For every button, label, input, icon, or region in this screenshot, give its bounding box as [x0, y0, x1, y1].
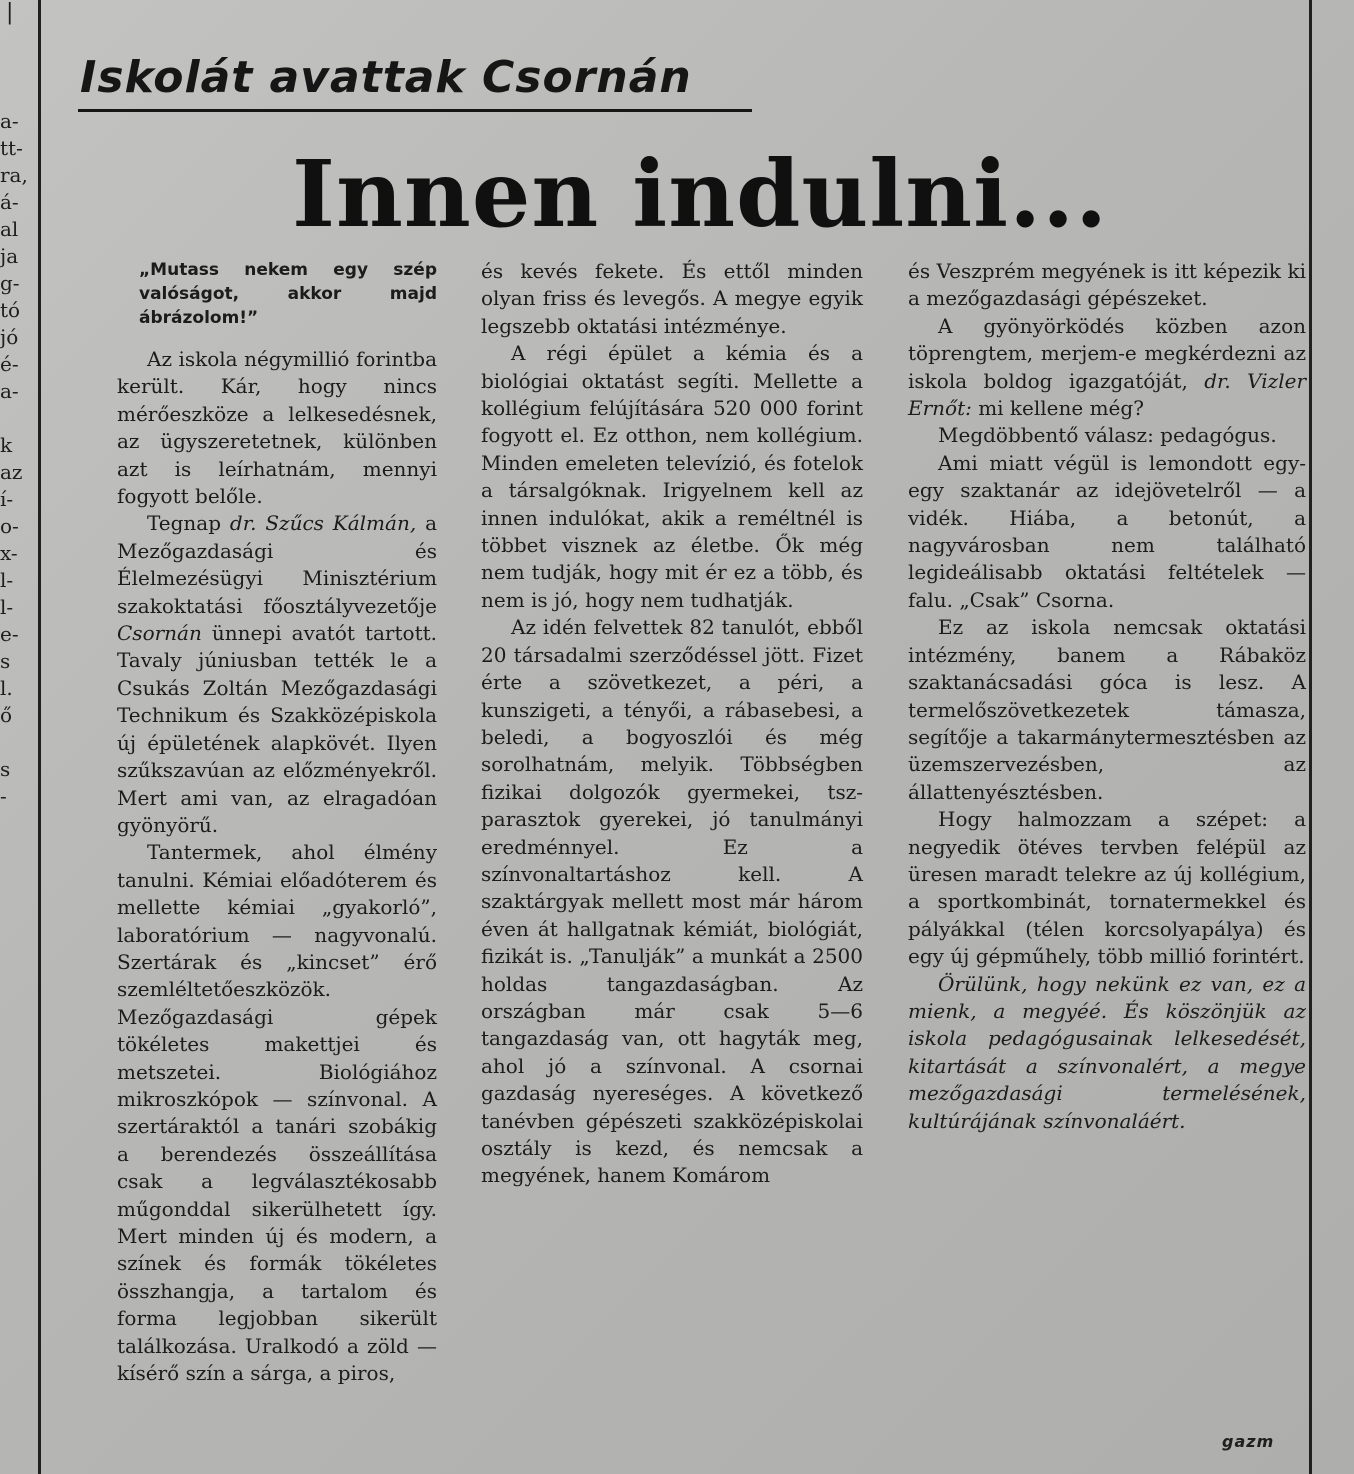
- paragraph: Tegnap dr. Szűcs Kálmán, a Mezőgazdasági és Élelmezésügyi Minisztérium szakoktatási főosztályvezetője Csornán ünnepi avatót tartott. Tavaly júniusban tették le a Csukás Zoltán Mezőgazdasági Technikum és Szakközépiskola új épületének alapkövét. Ilyen szűkszavúan az előzményekről. Mert ami van, az elragadóan gyönyörű.: [117, 511, 437, 837]
- fragment-line: tt-: [0, 136, 23, 160]
- paragraph: Az idén felvettek 82 tanulót, ebből 20 társadalmi szerződéssel jött. Fizet érte a szövetkezet, a péri, a kunszigeti, a tényői, a rábasebesi, a beledi, a bogyoszlói és még sorolhatnám, melyik. Többségben fizikai dolgozók gyermekei, tsz-parasztok gyerekei, jó tanulmányi eredménnyel. Ez a színvonaltartáshoz kell. A szaktárgyak mellett most már három éven át hallgatnak kémiát, biológiát, fizikát is. „Tanulják” a munkát a 2500 holdas tangazdaságban. Az országban már csak 5—6 tangazdaság van, ott hagyták meg, ahol jó a színvonal. A csornai gazdaság nyereséges. A következő tanévben gépészeti szakközépiskolai osztály is kezd, és nemcsak a megyének, hanem Komárom: [481, 615, 863, 1188]
- fragment-line: á-: [0, 190, 19, 214]
- fragment-line: l-: [0, 595, 14, 619]
- person-name: dr. Szűcs Kálmán,: [229, 511, 417, 536]
- fragment-line: ő: [0, 703, 13, 727]
- fragment-line: [0, 729, 30, 756]
- article-column-1: [117, 258, 437, 1387]
- fragment-line: s: [0, 757, 11, 781]
- paragraph: Tantermek, ahol élmény tanulni. Kémiai előadóterem és mellette kémiai „gyakorló”, laboratórium — nagyvonalú. Szertárak és „kincset” érő szemléltetőeszközök. Mezőgazdasági gépek tökéletes makettjei és metszetei. Biológiához mikroszkópok — színvonal. A szertáraktól a tanári szobákig a berendezés összeállítása csak a legválasztékosabb műgonddal sikerülhetett így. Mert minden új és modern, a színek és formák tökéletes összhangja, a tartalom és forma legjobban sikerült találkozása. Uralkodó a zöld — kísérő szín a sárga, a piros,: [117, 840, 437, 1386]
- fragment-line: jó: [0, 325, 19, 349]
- fragment-line: az: [0, 460, 23, 484]
- paragraph: A régi épület a kémia és a biológiai oktatást segíti. Mellette a kollégium felújítására 520 000 forint fogyott el. Ez otthon, nem kollégium. Minden emeleten televízió, és fotelok a társalgóknak. Irigyelnem kell az innen indulókat, akik a reméltnél is többet visznek az életbe. Ők még nem tudják, hogy mit ér ez a több, és nem is jó, hogy nem tudhatják.: [481, 341, 863, 612]
- fragment-line: k: [0, 433, 13, 457]
- paragraph: Az iskola négymillió forintba került. Kár, hogy nincs mérőeszköze a lelkesedésnek, az ügyszeretetnek, különben azt is leírhatnám, mennyi fogyott belőle.: [117, 347, 437, 509]
- paragraph: és Veszprém megyének is itt képezik ki a mezőgazdasági gépészeket.: [908, 259, 1306, 311]
- paragraph: Hogy halmozzam a szépet: a negyedik ötéves tervben felépül az üresen maradt telekre az új kollégium, a sportkombinát, tornatermekkel és pályákkal (télen korcsolyapálya) és egy új gépműhely, több millió forintért.: [908, 807, 1306, 969]
- paragraph: A gyönyörködés közben azon töprengtem, merjem-e megkérdezni az iskola boldog igazgatóját, dr. Vizler Ernőt: mi kellene még?: [908, 313, 1306, 421]
- paragraph: és kevés fekete. És ettől minden olyan friss és levegős. A megye egyik legszebb oktatási intézménye.: [481, 259, 863, 338]
- fragment-line: al: [0, 217, 19, 241]
- author-signature: gazm: [1222, 1432, 1275, 1451]
- motto-quote: „Mutass nekem egy szép valóságot, akkor majd ábrázolom!”: [139, 260, 437, 328]
- paragraph: Megdöbbentő válasz: pedagógus.: [938, 423, 1277, 448]
- article-kicker: Iskolát avattak Csornán: [80, 52, 692, 103]
- paragraph: Ami miatt végül is lemondott egy-egy szaktanár az idejövetelről — a vidék. Hiába, a betonút, a nagyvárosban nem található legideálisabb oktatási feltételek — falu. „Csak” Csorna.: [908, 450, 1306, 612]
- fragment-line: e-: [0, 622, 19, 646]
- fragment-line: s: [0, 649, 11, 673]
- fragment-line: x-: [0, 541, 18, 565]
- article-column-2: [481, 258, 863, 1190]
- fragment-line: o-: [0, 514, 19, 538]
- fragment-line: ja: [0, 244, 19, 268]
- kicker-underline: [78, 109, 752, 112]
- fragment-line: g-: [0, 271, 20, 295]
- fragment-line: -: [0, 784, 7, 808]
- left-column-fragments: [0, 108, 30, 810]
- fragment-line: a-: [0, 379, 19, 403]
- fragment-line: l.: [0, 676, 13, 700]
- column-mark: |: [6, 0, 14, 25]
- fragment-line: é-: [0, 352, 19, 376]
- place-name: Csornán: [117, 621, 202, 646]
- article-headline: Innen indulni...: [292, 140, 1109, 248]
- fragment-line: a-: [0, 109, 19, 133]
- fragment-line: í-: [0, 487, 14, 511]
- fragment-line: ra,: [0, 163, 28, 187]
- article-column-3: [908, 258, 1306, 1135]
- fragment-line: tó: [0, 298, 21, 322]
- fragment-line: [0, 405, 30, 432]
- person-name: dr. Vizler Ernőt:: [908, 368, 1306, 421]
- closing-paragraph: Örülünk, hogy nekünk ez van, ez a mienk, a megyéé. És köszönjük az iskola pedagógusainak lelkesedését, kitartását a színvonalért, a megye mezőgazdasági termelésének, kultúrájának színvonaláért.: [908, 971, 1306, 1133]
- paragraph: Ez az iskola nemcsak oktatási intézmény, banem a Rábaköz szaktanácsadási góca is lesz. A termelőszövetkezetek támasza, segítője a takarmánytermesztésben az üzemszervezésben, az állattenyésztésben.: [908, 615, 1306, 804]
- fragment-line: l-: [0, 568, 14, 592]
